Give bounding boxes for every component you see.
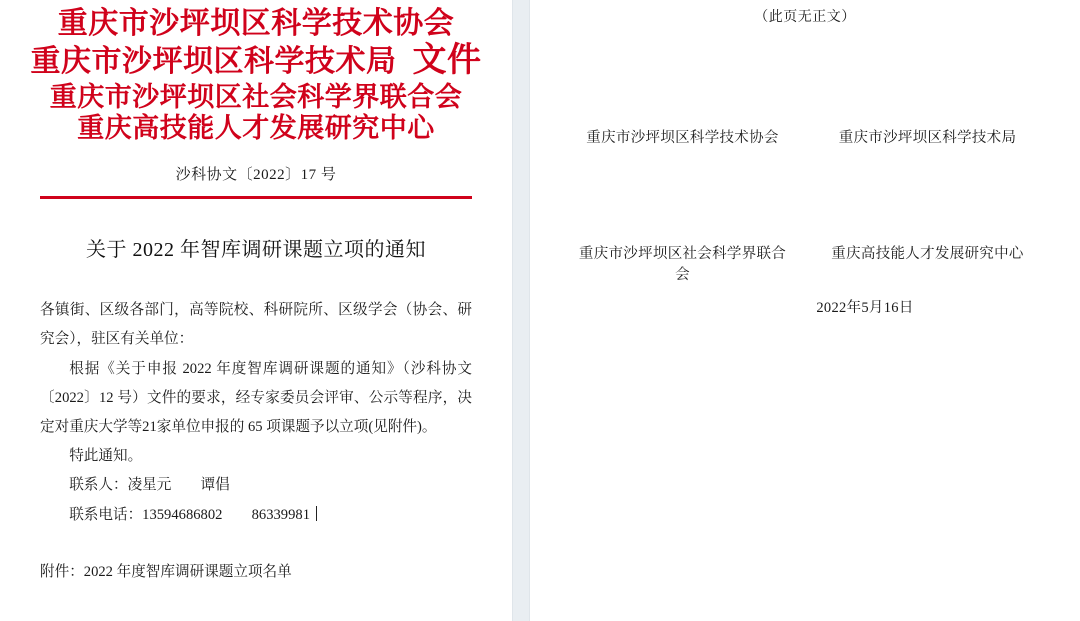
- masthead-line-2: [30, 41, 482, 81]
- masthead-document-word: 文件: [412, 42, 482, 80]
- body-paragraph-2: 根据《关于申报 2022 年度智库调研课题的通知》（沙科协文〔2022〕12 号）文件的要求，经专家委员会评审、公示等程序，决定对重庆大学等21家单位申报的 65 项课题予以立项(见附件)。: [40, 360, 472, 435]
- document-page-right: [530, 0, 1080, 621]
- signature-org-1: 重庆市沙坪坝区科学技术协会: [586, 130, 779, 146]
- signature-date: 2022年5月16日: [816, 300, 914, 316]
- page-gutter: [512, 0, 530, 621]
- document-page-left: [0, 0, 512, 621]
- masthead-red-rule: [40, 196, 472, 199]
- masthead-line-2-text: 重庆市沙坪坝区科学技术局: [30, 44, 397, 78]
- contact-phone: 联系电话：13594686802 86339981: [69, 506, 310, 523]
- signature-row-1: [560, 126, 1050, 147]
- text-cursor: [316, 506, 317, 521]
- attachment-line: 附件：2022 年度智库调研课题立项名单: [40, 563, 292, 580]
- document-masthead: [30, 0, 482, 145]
- signature-block: [560, 126, 1050, 317]
- masthead-line-1: 重庆市沙坪坝区科学技术协会: [57, 7, 455, 40]
- body-paragraph-1: 各镇街、区级各部门，高等院校、科研院所、区级学会（协会、研究会），驻区有关单位：: [40, 302, 472, 348]
- signature-org-2: 重庆市沙坪坝区科学技术局: [838, 130, 1017, 146]
- masthead-line-4: 重庆高技能人才发展研究中心: [77, 113, 435, 144]
- body-paragraph-3: 特此通知。: [69, 448, 143, 465]
- no-body-note: （此页无正文）: [754, 10, 856, 25]
- contact-person: 联系人：凌星元 谭倡: [69, 477, 230, 494]
- signature-org-4: 重庆高技能人才发展研究中心: [831, 246, 1024, 262]
- contact-phone-line: [40, 501, 472, 530]
- document-body: [40, 296, 472, 530]
- document-number: 沙科协文〔2022〕17 号: [175, 167, 337, 184]
- page-title: 关于 2022 年智库调研课题立项的通知: [86, 239, 426, 262]
- signature-org-3: 重庆市沙坪坝区社会科学界联合会: [578, 246, 787, 283]
- signature-row-2: [560, 242, 1050, 284]
- masthead-line-3: 重庆市沙坪坝区社会科学界联合会: [49, 81, 463, 112]
